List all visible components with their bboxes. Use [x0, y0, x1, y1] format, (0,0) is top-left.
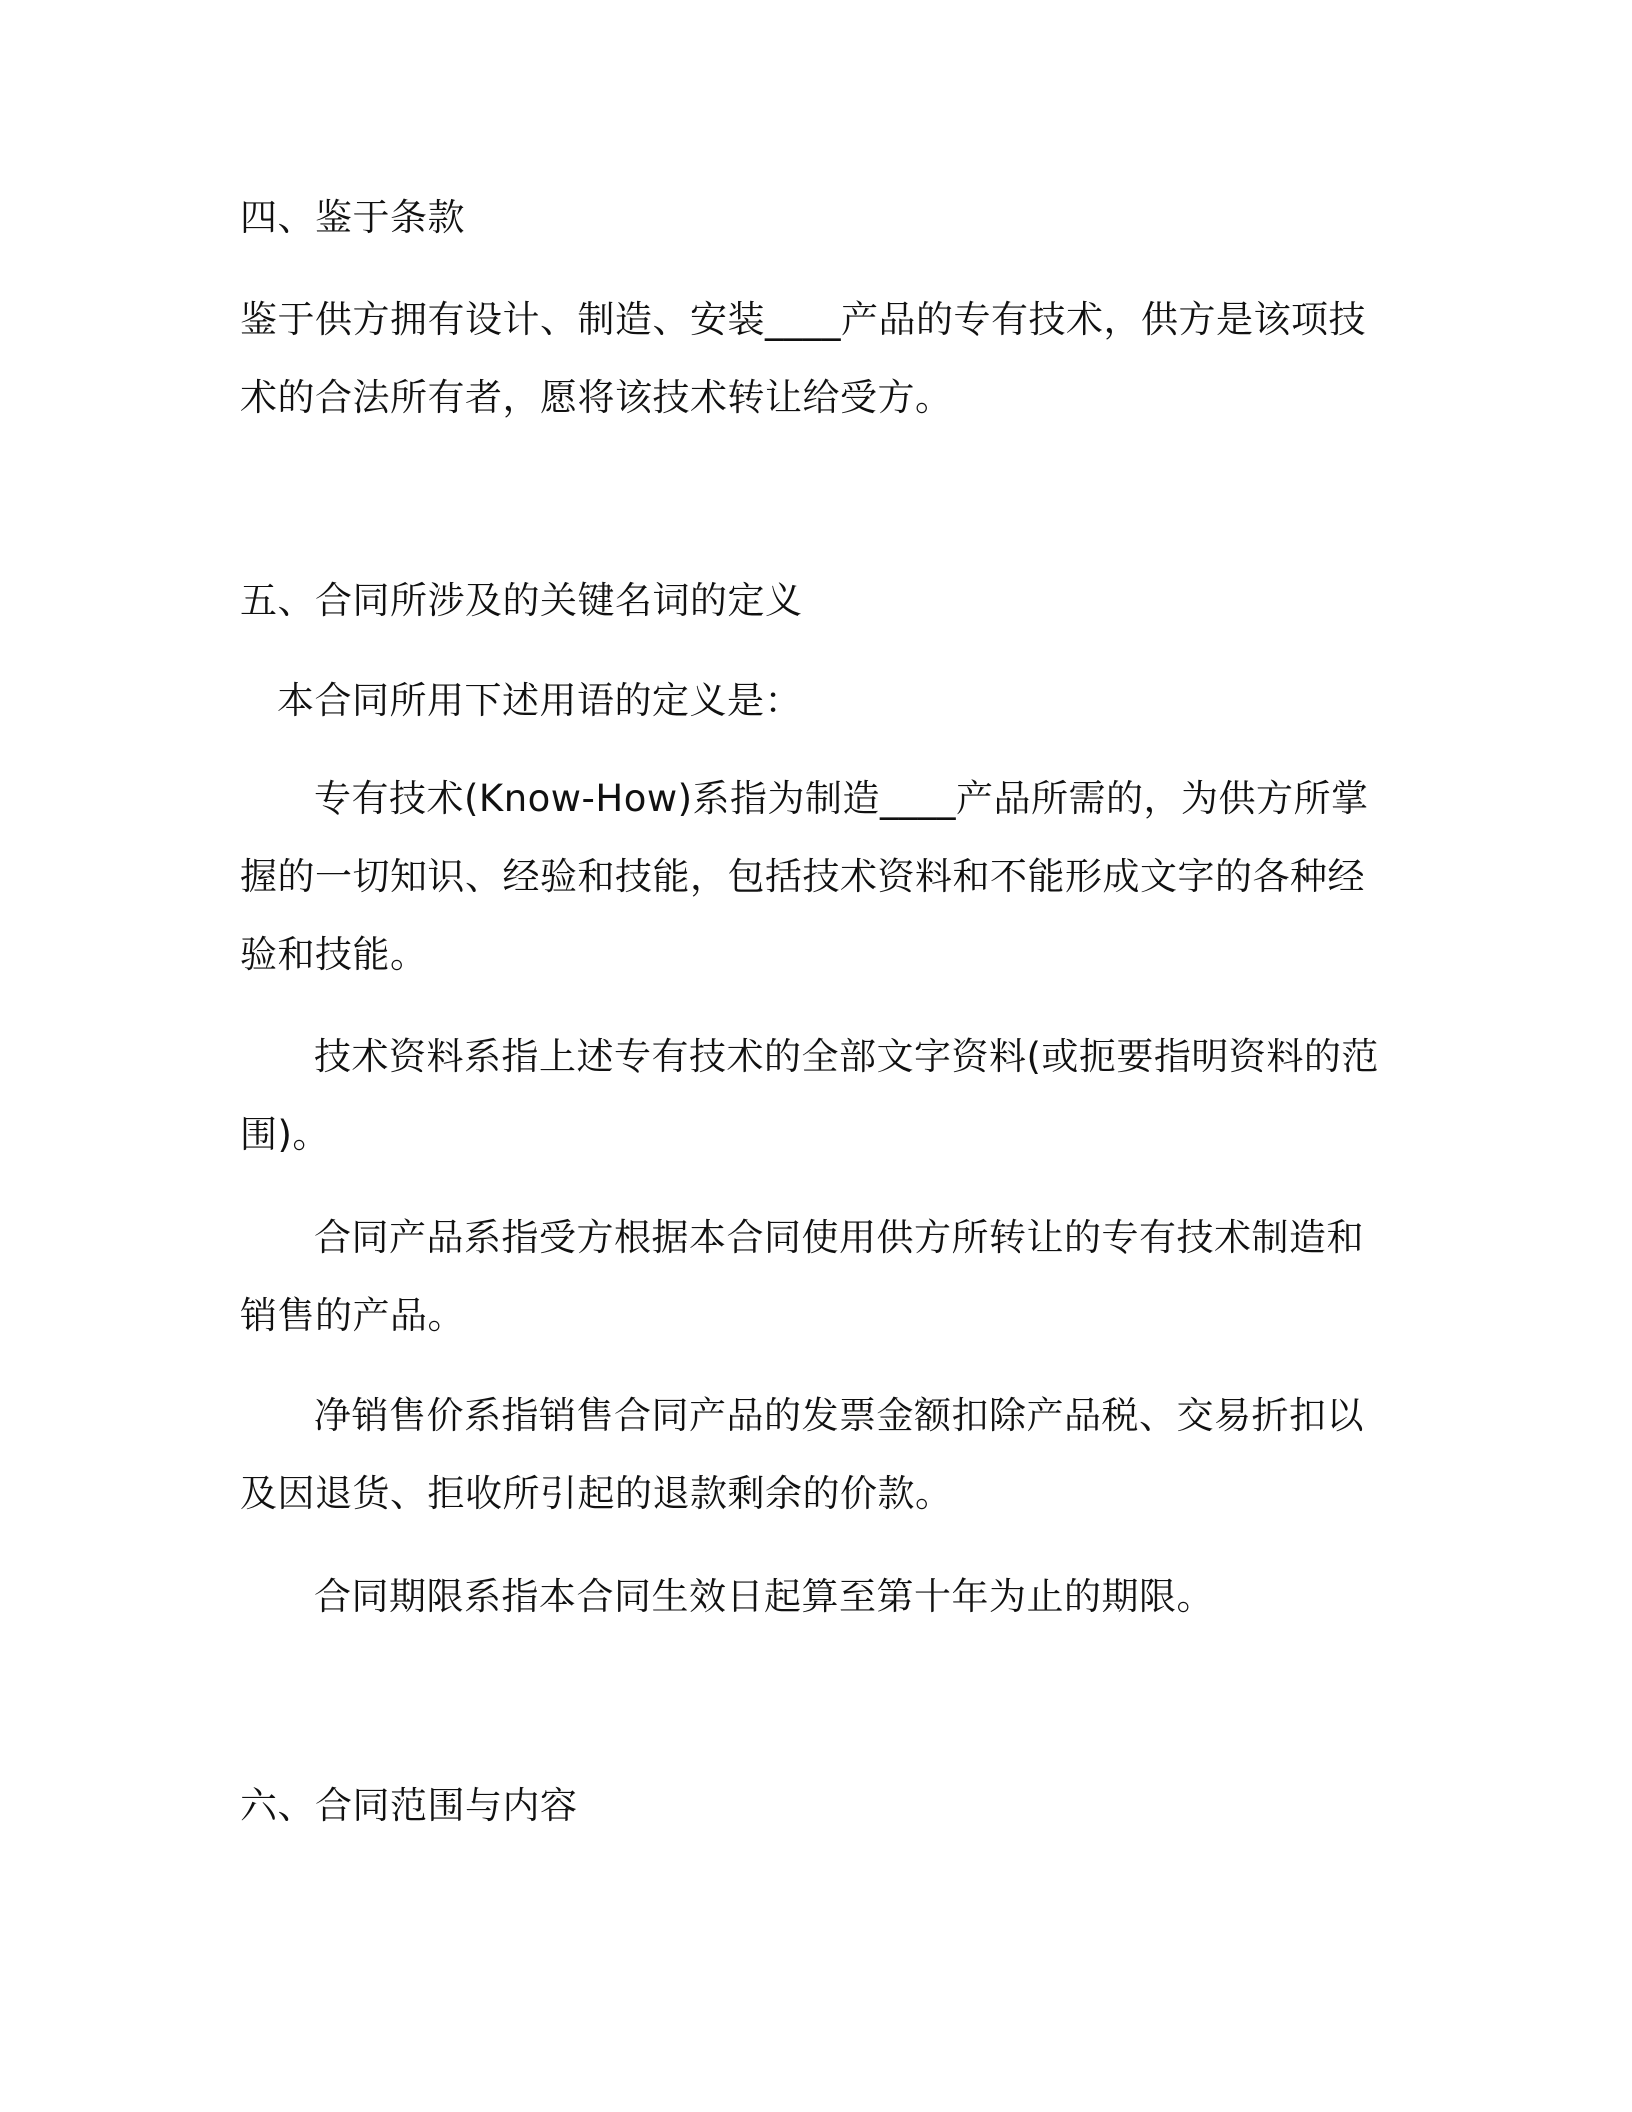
- section-6-heading: 六、合同范围与内容: [240, 1784, 578, 1827]
- definition-contract-product: 合同产品系指受方根据本合同使用供方所转让的专有技术制造和销售的产品。: [240, 1216, 1364, 1337]
- definition-net-sale-price: 净销售价系指销售合同产品的发票金额扣除产品税、交易折扣以及因退货、拒收所引起的退款剩余的价款。: [240, 1394, 1364, 1515]
- section-5-intro: 本合同所用下述用语的定义是：: [277, 679, 802, 722]
- section-4-heading: 四、鉴于条款: [240, 196, 465, 239]
- definition-know-how: 专有技术(Know-How)系指为制造____产品所需的，为供方所掌握的一切知识、经验和技能，包括技术资料和不能形成文字的各种经验和技能。: [240, 777, 1369, 976]
- definition-technical-data: 技术资料系指上述专有技术的全部文字资料(或扼要指明资料的范围)。: [240, 1035, 1379, 1156]
- definition-contract-term: 合同期限系指本合同生效日起算至第十年为止的期限。: [314, 1575, 1214, 1618]
- section-5-heading: 五、合同所涉及的关键名词的定义: [240, 579, 803, 622]
- section-4-paragraph: 鉴于供方拥有设计、制造、安装____产品的专有技术，供方是该项技术的合法所有者，愿将该技术转让给受方。: [240, 298, 1366, 419]
